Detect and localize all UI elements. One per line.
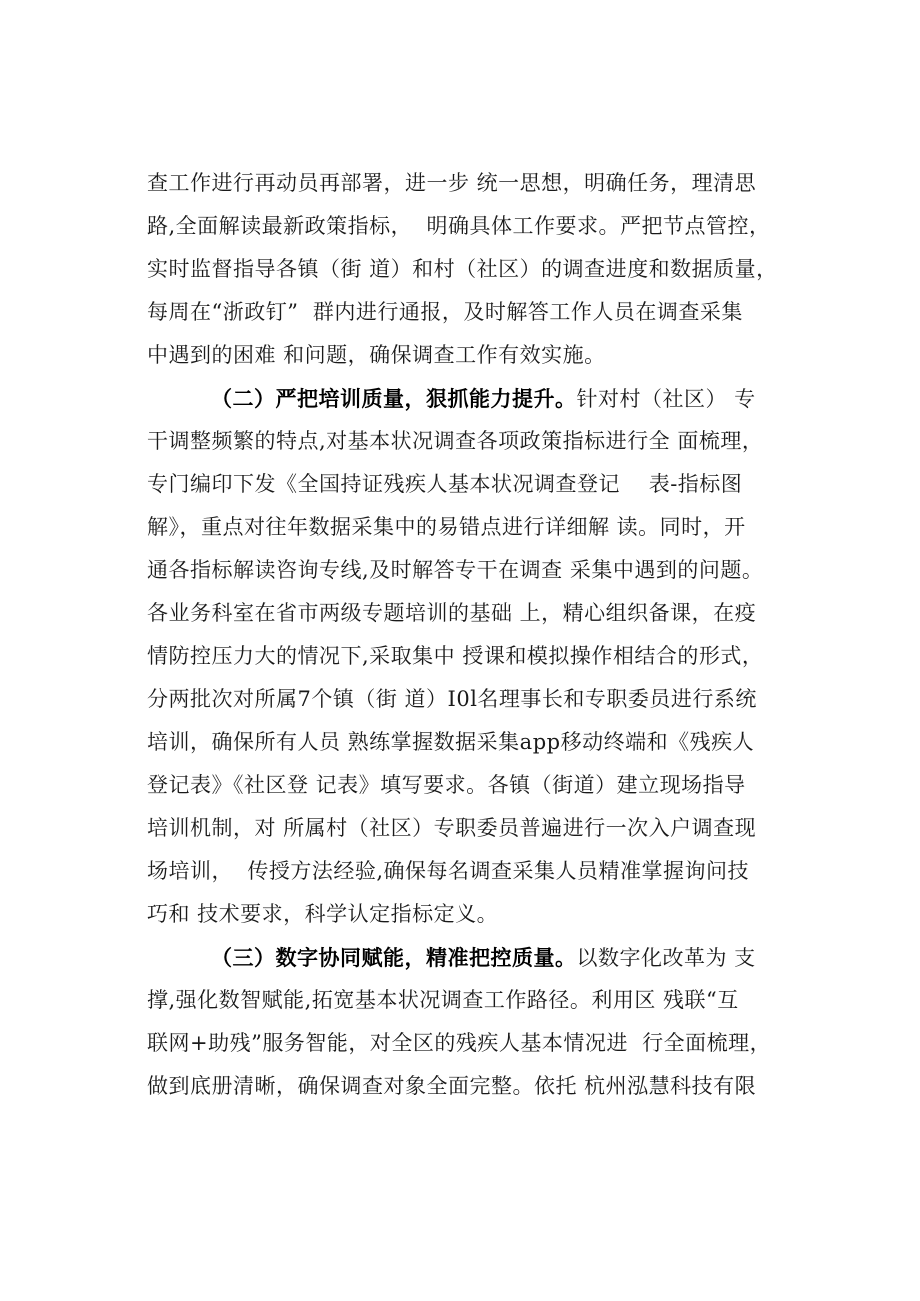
paragraph-line: 登记表》《社区登 记表》填写要求。各镇（街道）建立现场指导 bbox=[147, 773, 746, 797]
section-3-first-line bbox=[147, 936, 807, 979]
section-2-heading: （二）严把培训质量，狠抓能力提升。 bbox=[211, 386, 577, 411]
paragraph-line: 路,全面解读最新政策指标， 明确具体工作要求。严把节点管控， bbox=[147, 214, 771, 238]
paragraph-line: 通各指标解读咨询专线,及时解答专干在调查 采集中遇到的问题。 bbox=[147, 558, 764, 582]
paragraph-line: 撑,强化数智赋能,拓宽基本状况调查工作路径。利用区 残联“互 bbox=[147, 988, 739, 1012]
paragraph-line: 巧和 技术要求，科学认定指标定义。 bbox=[147, 902, 499, 926]
paragraph-line: 培训，确保所有人员 熟练掌握数据采集app移动终端和《残疾人 bbox=[147, 730, 755, 754]
paragraph-line: 各业务科室在省市两级专题培训的基础 上，精心组织备课，在疫 bbox=[147, 601, 757, 625]
section-2-first-line bbox=[147, 377, 807, 420]
paragraph-line: 联网+助残”服务智能，对全区的残疾人基本情况进 行全面梳理， bbox=[147, 1031, 772, 1055]
paragraph-line: 实时监督指导各镇（街 道）和村（社区）的调查进度和数据质量， bbox=[147, 257, 778, 281]
paragraph-line: 场培训， 传授方法经验,确保每名调查采集人员精准掌握询问技 bbox=[147, 859, 750, 883]
paragraph-line: 培训机制，对 所属村（社区）专职委员普遍进行一次入户调查现 bbox=[147, 816, 757, 840]
paragraph-line: 查工作进行再动员再部署，进一步 统一思想，明确任务，理清思 bbox=[147, 171, 757, 195]
section-3-first-line-text: 以数字化改革为 支 bbox=[576, 946, 756, 970]
paragraph-line: 每周在“浙政钉” 群内进行通报，及时解答工作人员在调查采集 bbox=[147, 300, 743, 324]
paragraph-line: 情防控压力大的情况下,采取集中 授课和模拟操作相结合的形式， bbox=[147, 644, 764, 668]
paragraph-line: 分两批次对所属7个镇（街 道）I0l名理事长和专职委员进行系统 bbox=[147, 687, 757, 711]
paragraph-line: 做到底册清晰，确保调查对象全面完整。依托 杭州泓慧科技有限 bbox=[147, 1074, 757, 1098]
section-3-heading: （三）数字协同赋能，精准把控质量。 bbox=[211, 945, 577, 970]
section-2-first-line-text: 针对村（社区） 专 bbox=[576, 387, 756, 411]
paragraph-line: 中遇到的困难 和问题，确保调查工作有效实施。 bbox=[147, 343, 606, 367]
document-body bbox=[147, 162, 807, 1108]
paragraph-line: 专门编印下发《全国持证残疾人基本状况调查登记 表-指标图 bbox=[147, 472, 743, 496]
paragraph-line: 干调整频繁的特点,对基本状况调查各项政策指标进行全 面梳理， bbox=[147, 429, 764, 453]
paragraph-line: 解》，重点对往年数据采集中的易错点进行详细解 读。同时，开 bbox=[147, 515, 746, 539]
